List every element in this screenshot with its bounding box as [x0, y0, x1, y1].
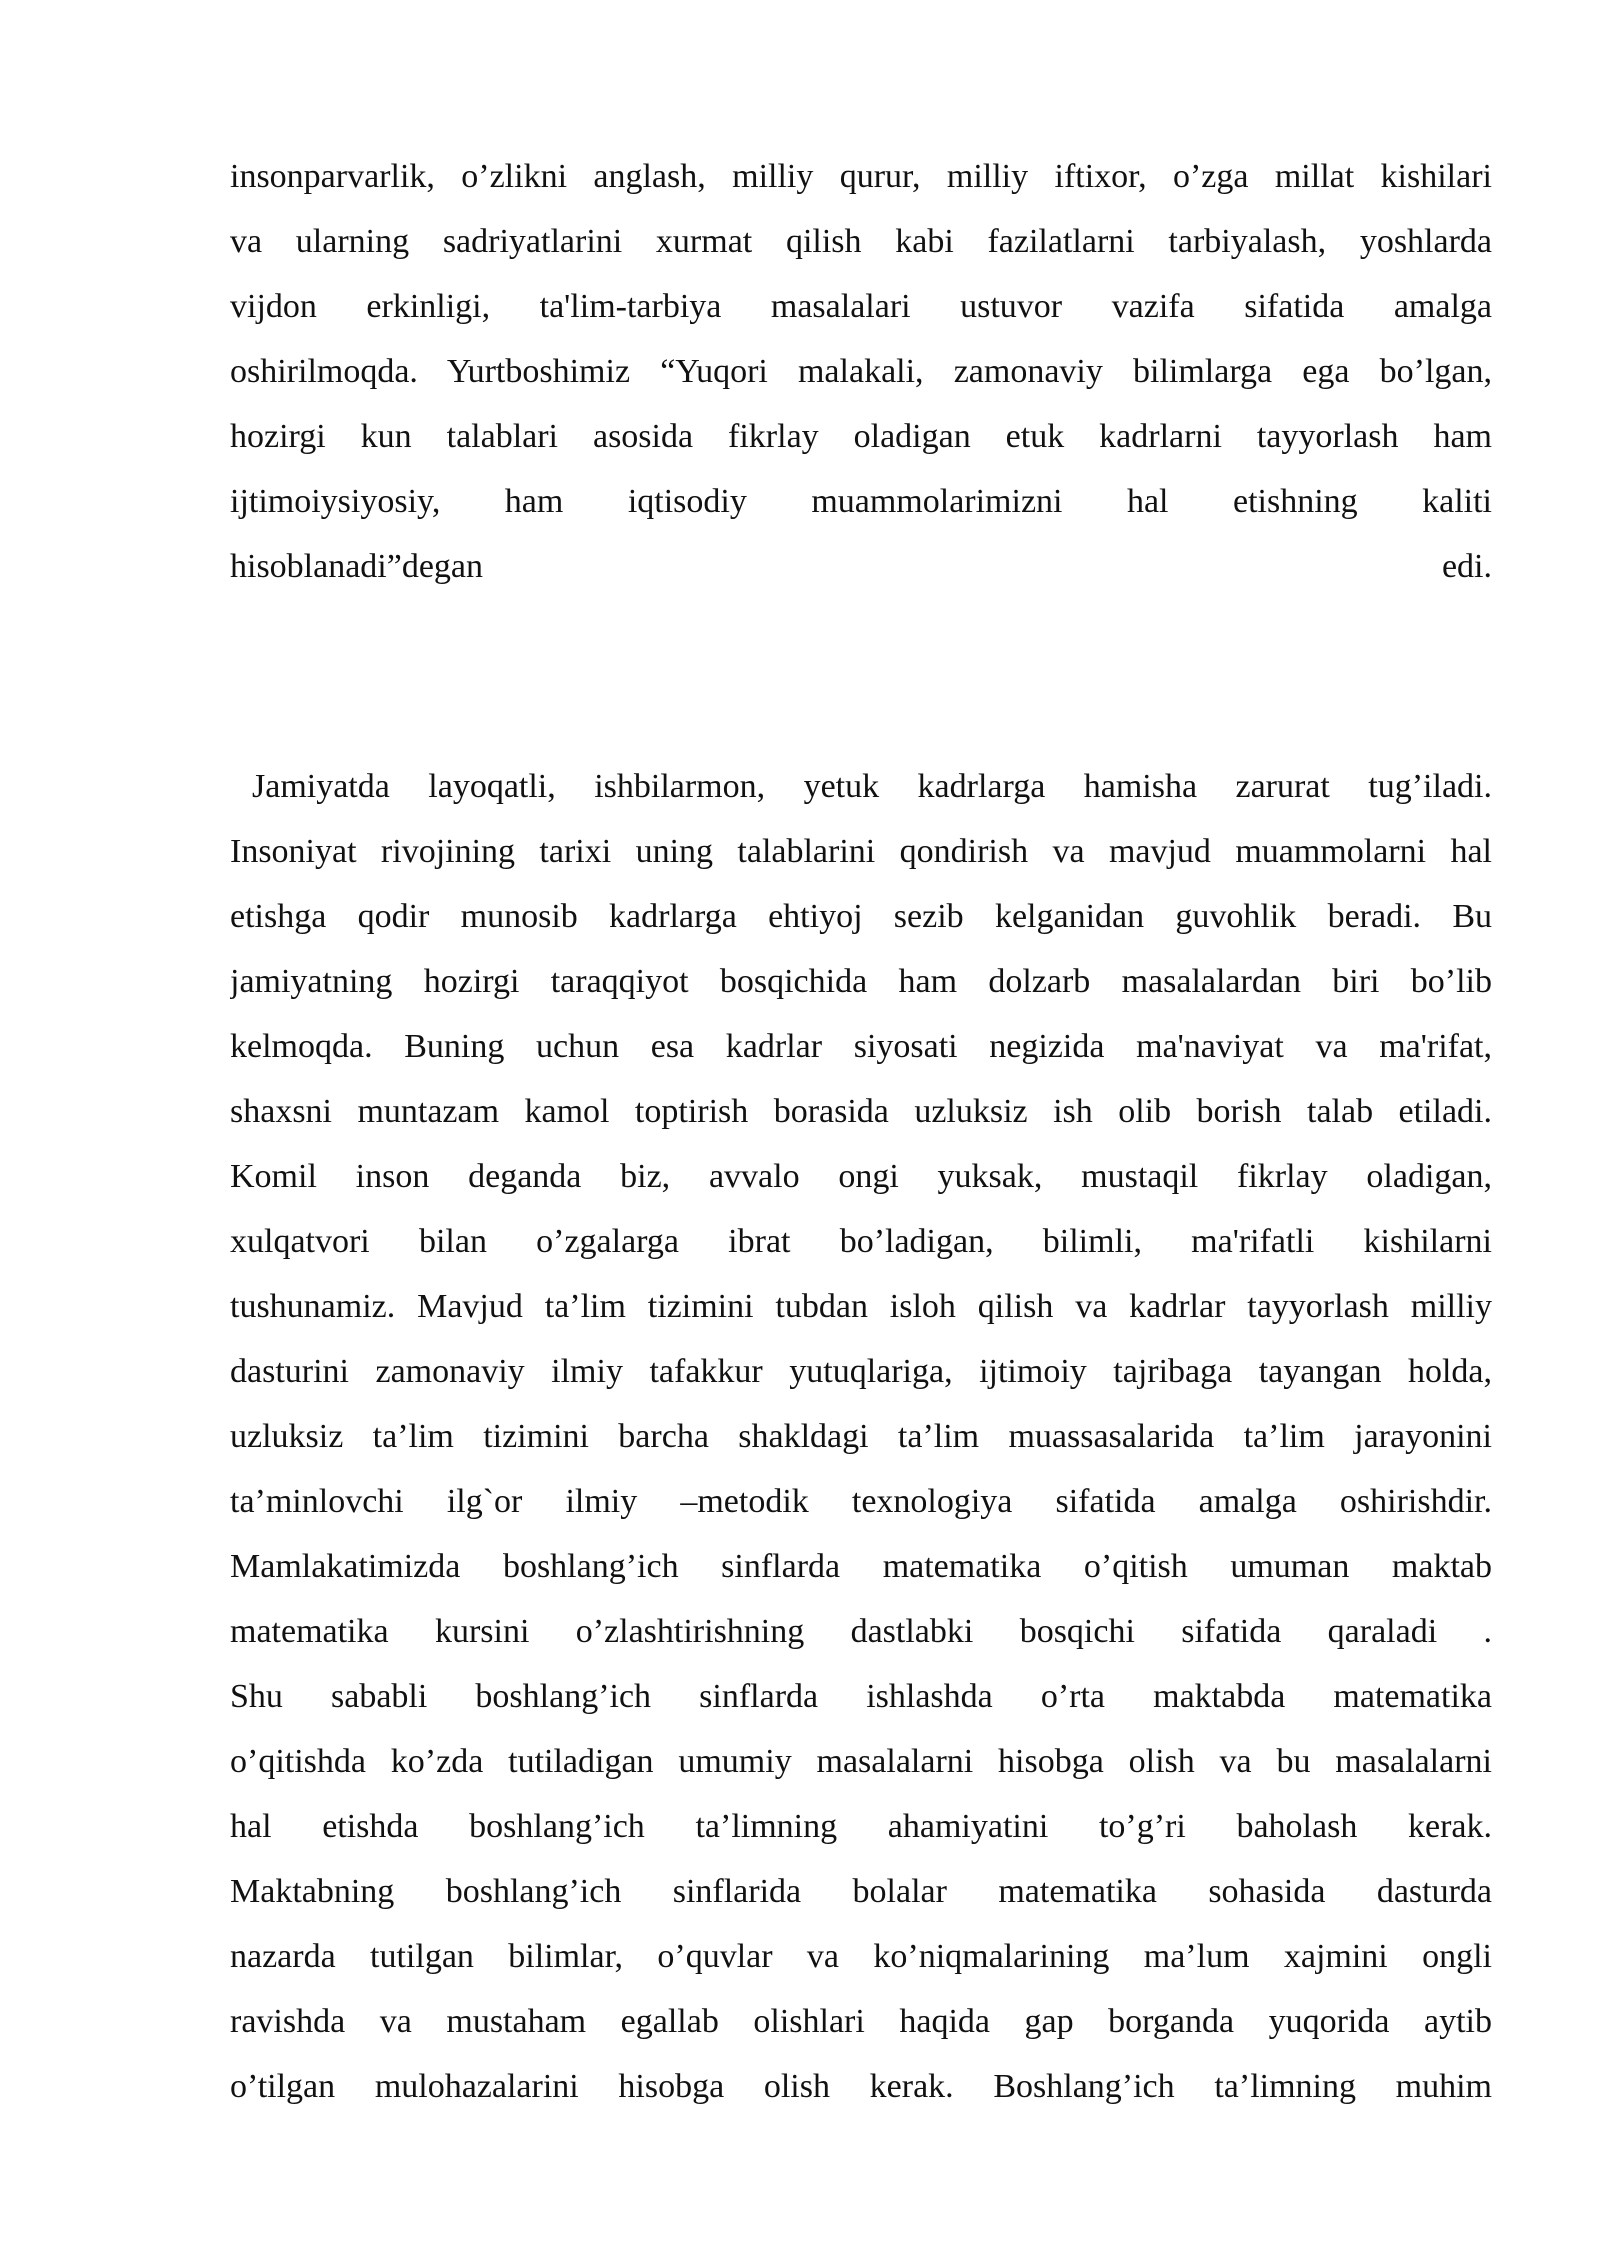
paragraph-line: o’qitishda ko’zda tutiladigan umumiy masalalarni hisobga olish va bu masalalarni: [230, 1743, 1492, 1780]
paragraph-2: [230, 754, 1492, 2119]
paragraph-line: Insoniyat rivojining tarixi uning talablarini qondirish va mavjud muammolarni hal: [230, 833, 1492, 870]
paragraph-line: vijdon erkinligi, ta'lim-tarbiya masalalari ustuvor vazifa sifatida amalga: [230, 288, 1492, 325]
paragraph-line: ravishda va mustaham egallab olishlari haqida gap borganda yuqorida aytib: [230, 2003, 1492, 2040]
paragraph-line: hozirgi kun talablari asosida fikrlay oladigan etuk kadrlarni tayyorlash ham: [230, 418, 1492, 455]
paragraph-line: ta’minlovchi ilg`or ilmiy –metodik texnologiya sifatida amalga oshirishdir.: [230, 1483, 1492, 1520]
paragraph-line: matematika kursini o’zlashtirishning dastlabki bosqichi sifatida qaraladi .: [230, 1613, 1492, 1650]
paragraph-line: Jamiyatda layoqatli, ishbilarmon, yetuk kadrlarga hamisha zarurat tug’iladi.: [252, 768, 1492, 805]
paragraph-line: Komil inson deganda biz, avvalo ongi yuksak, mustaqil fikrlay oladigan,: [230, 1158, 1492, 1195]
paragraph-line: insonparvarlik, o’zlikni anglash, milliy qurur, milliy iftixor, o’zga millat kishilari: [230, 158, 1492, 195]
paragraph-line: oshirilmoqda. Yurtboshimiz “Yuqori malakali, zamonaviy bilimlarga ega bo’lgan,: [230, 353, 1492, 390]
paragraph-1: [230, 144, 1492, 599]
paragraph-line: Mamlakatimizda boshlang’ich sinflarda matematika o’qitish umuman maktab: [230, 1548, 1492, 1585]
paragraph-line: shaxsni muntazam kamol toptirish borasida uzluksiz ish olib borish talab etiladi.: [230, 1093, 1492, 1130]
paragraph-line: kelmoqda. Buning uchun esa kadrlar siyosati negizida ma'naviyat va ma'rifat,: [230, 1028, 1492, 1065]
paragraph-line: tushunamiz. Mavjud ta’lim tizimini tubdan isloh qilish va kadrlar tayyorlash milliy: [230, 1288, 1492, 1325]
paragraph-line: nazarda tutilgan bilimlar, o’quvlar va ko’niqmalarining ma’lum xajmini ongli: [230, 1938, 1492, 1975]
paragraph-line: hisoblanadi”degan edi.: [230, 548, 1492, 585]
paragraph-line: Shu sababli boshlang’ich sinflarda ishlashda o’rta maktabda matematika: [230, 1678, 1492, 1715]
paragraph-line: dasturini zamonaviy ilmiy tafakkur yutuqlariga, ijtimoiy tajribaga tayangan holda,: [230, 1353, 1492, 1390]
paragraph-line: Maktabning boshlang’ich sinflarida bolalar matematika sohasida dasturda: [230, 1873, 1492, 1910]
paragraph-line: uzluksiz ta’lim tizimini barcha shakldagi ta’lim muassasalarida ta’lim jarayonini: [230, 1418, 1492, 1455]
paragraph-line: ijtimoiysiyosiy, ham iqtisodiy muammolarimizni hal etishning kaliti: [230, 483, 1492, 520]
paragraph-line: va ularning sadriyatlarini xurmat qilish kabi fazilatlarni tarbiyalash, yoshlarda: [230, 223, 1492, 260]
paragraph-line: xulqatvori bilan o’zgalarga ibrat bo’ladigan, bilimli, ma'rifatli kishilarni: [230, 1223, 1492, 1260]
paragraph-line: hal etishda boshlang’ich ta’limning ahamiyatini to’g’ri baholash kerak.: [230, 1808, 1492, 1845]
paragraph-line: o’tilgan mulohazalarini hisobga olish kerak. Boshlang’ich ta’limning muhim: [230, 2068, 1492, 2105]
paragraph-line: jamiyatning hozirgi taraqqiyot bosqichida ham dolzarb masalalardan biri bo’lib: [230, 963, 1492, 1000]
paragraph-line: etishga qodir munosib kadrlarga ehtiyoj sezib kelganidan guvohlik beradi. Bu: [230, 898, 1492, 935]
